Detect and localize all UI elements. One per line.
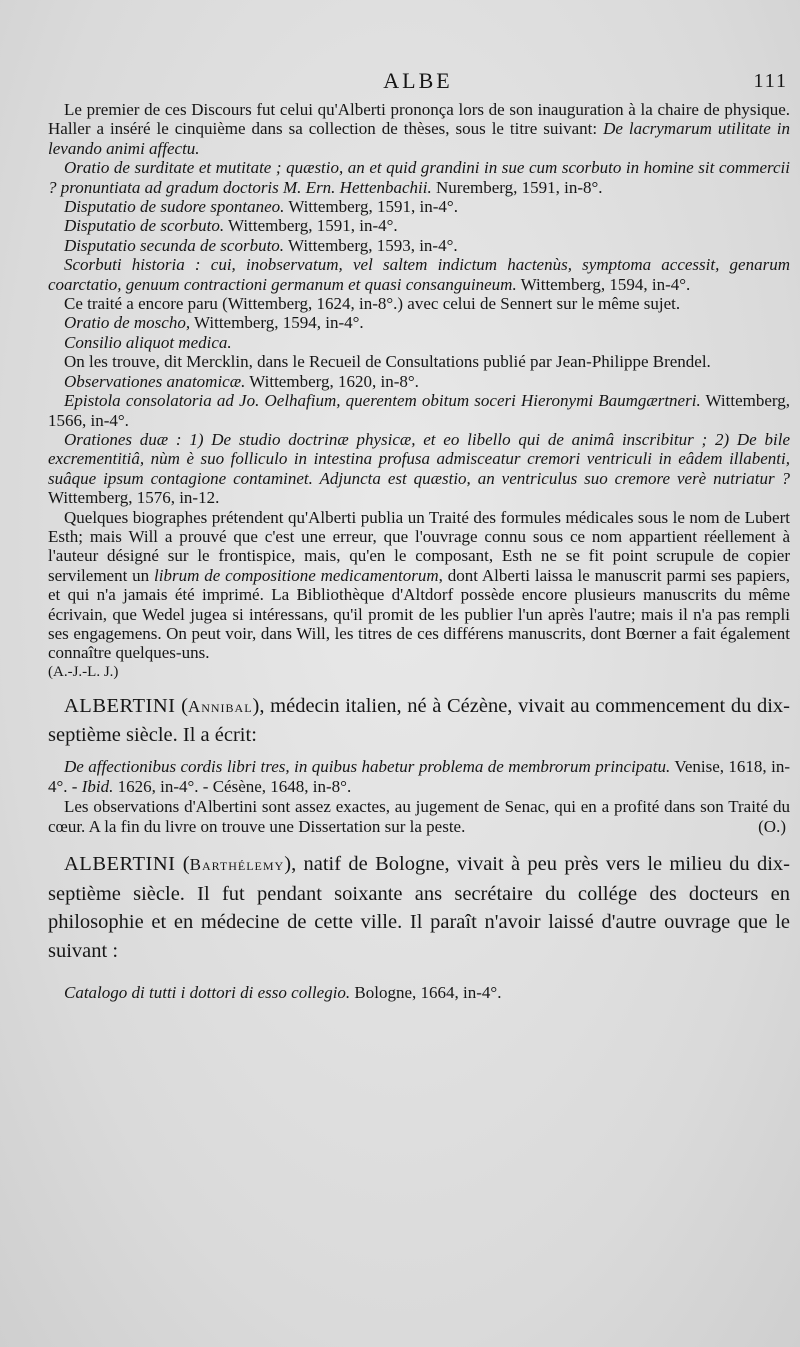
work-title: Disputatio de sudore spontaneo. [64, 197, 285, 217]
imprint: Wittemberg, 1620, in-8°. [245, 371, 419, 391]
text-run-italic: De lacrymarum utilitate in levando animi affectu. [48, 119, 790, 158]
main-text [48, 100, 790, 1002]
imprint: Wittemberg, 1594, in-4°. [190, 313, 364, 333]
entry-given-name: Annibal [187, 697, 253, 717]
imprint: Wittemberg, 1591, in-4°. [224, 216, 398, 236]
bibliography-entry [48, 391, 790, 430]
work-title: Orationes duæ : 1) De studio doctrinæ physicæ, et eo libello qui de animâ inscribitur ; 2) De bile excrementitiâ, nùm è suo folliculo in intestina profusa admisceatur cremori ventriculi in eâdem illabenti, suâque ipsum contagione contaminet. Adjuncta est quæstio, an ventriculus suo cremore verè nutriatur ? [48, 429, 790, 488]
bibliography-entry [48, 255, 790, 294]
alberti-paragraph-discours [48, 100, 790, 158]
imprint: Nuremberg, 1591, in-8°. [431, 177, 603, 197]
text-run: Les observations d'Albertini sont assez exactes, au jugement de Senac, qui en a profité dans son Traité du cœur. A la fin du livre on trouve une Dissertation sur la peste. [48, 797, 790, 836]
imprint: 1626, in-4°. - Césène, 1648, in-8°. [113, 777, 352, 797]
text-run: Le premier de ces Discours fut celui qu'Alberti prononça lors de son inauguration à la chaire de physique. Haller a inséré le cinquième dans sa collection de thèses, sous le titre suivant: [48, 100, 790, 139]
imprint: Wittemberg, 1576, in-12. [48, 488, 220, 508]
text-run: Quelques biographes prétendent qu'Alberti publia un Traité des formules médicales sous le nom de Lubert Esth; mais Will a prouvé que c'est une erreur, que l'ouvrage connu sous ce nom appartient réellement à l'auteur désigné sur le frontispice, mais, qu'en le composant, Esth ne se fit point scrupule de copier servilement un [48, 507, 790, 585]
entry-given-name: Barthélemy [189, 855, 285, 874]
text-run-italic: librum de compositione medicamentorum [154, 565, 439, 585]
alberti-paragraph-will [48, 508, 790, 663]
author-signature: (O.) [758, 816, 786, 836]
bibliography-entry [48, 983, 790, 1002]
annibal-paragraph-senac [48, 797, 790, 836]
bibliography-entry [48, 430, 790, 508]
work-title: Scorbuti historia : cui, inobservatum, vel saltem indictum hactenùs, symptoma accessit, genarum coarctatio, genuum contractioni germanum et quasi consanguineum. [48, 255, 790, 294]
author-signature: (A.-J.-L. J.) [48, 663, 119, 680]
alberti-paragraph-mercklin: On les trouve, dit Mercklin, dans le Recueil de Consultations publié par Jean-Philippe Brendel. [64, 352, 711, 372]
bibliography-entry [48, 236, 790, 255]
work-title: Epistola consolatoria ad Jo. Oelhafium, querentem obitum soceri Hieronymi Baumgærtneri. [64, 391, 701, 411]
imprint: Wittemberg, 1593, in-4°. [284, 235, 458, 255]
work-title: Observationes anatomicæ. [64, 371, 246, 391]
bibliography-entry [48, 197, 790, 216]
bibliography-entry [48, 757, 790, 797]
work-title: De affectionibus cordis libri tres, in quibus habetur problema de membrorum principatu. [64, 757, 671, 777]
bibliography-entry [48, 158, 790, 197]
entry-albertini-barthelemy: ALBERTINI (Barthélemy), natif de Bologne, vivait à peu près vers le milieu du dix-septième siècle. Il fut pendant soixante ans secrétaire du collége des docteurs en philosophie et en médecine de cette ville. Il paraît n'avoir laissé d'autre ouvrage que le suivant : [48, 853, 790, 962]
alberti-paragraph-sennert: Ce traité a encore paru (Wittemberg, 1624, in-8°.) avec celui de Sennert sur le même sujet. [64, 294, 681, 314]
page-number: 111 [753, 70, 788, 92]
bibliography-entry [48, 372, 790, 391]
entry-intro: , natif de Bologne, vivait à peu près vers le milieu du dix-septième siècle. Il fut pendant soixante ans secrétaire du collége des docteurs en philosophie et en médecine de cette ville. Il paraît n'avoir laissé d'autre ouvrage que le suivant : [48, 853, 790, 962]
text-run: , dont Alberti laissa le manuscrit parmi ses papiers, et qui n'a jamais été imprimé. La Bibliothèque d'Altdorf possède encore plusieurs manuscrits du même écrivain, que Wedel jugea si intéressans, qu'il promit de les publier l'un après l'autre; mais il n'a pas rempli ses engagemens. On peut voir, dans Will, les titres de ces différens manuscrits, dont Bœrner a fait également connaître quelques-uns. [48, 565, 790, 663]
bibliography-entry [48, 313, 790, 332]
entry-albertini-annibal: ALBERTINI (Annibal), médecin italien, né à Cézène, vivait au commencement du dix-septième siècle. Il a écrit: [48, 695, 790, 747]
imprint: Venise, 1618, in-4°. - [48, 757, 791, 797]
bibliography-entry: Consilio aliquot medica. [64, 332, 232, 352]
bibliography-entry [48, 216, 790, 235]
imprint: Bologne, 1664, in-4°. [350, 983, 502, 1002]
work-title: Oratio de moscho, [64, 313, 191, 333]
work-title: Ibid. [81, 777, 114, 797]
work-title: Oratio de surditate et mutitate ; quæstio, an et quid grandini in sue cum scorbuto in homine sit commercii ? pronuntiata ad gradum doctoris M. Ern. Hettenbachii. [48, 158, 790, 197]
imprint: Wittemberg, 1591, in-4°. [284, 197, 458, 217]
work-title: Disputatio secunda de scorbuto. [64, 235, 285, 255]
entry-intro: , médecin italien, né à Cézène, vivait au commencement du dix-septième siècle. Il a écrit: [48, 695, 790, 747]
imprint: Wittemberg, 1594, in-4°. [516, 274, 691, 294]
entry-name: ALBERTINI [64, 695, 176, 718]
entry-name: ALBERTINI [64, 853, 176, 875]
page-header [48, 68, 788, 98]
work-title: Disputatio de scorbuto. [64, 216, 225, 236]
running-head: ALBE [383, 68, 453, 93]
imprint: Wittemberg, 1566, in-4°. [48, 391, 790, 430]
work-title: Catalogo di tutti i dottori di esso collegio. [64, 983, 351, 1002]
